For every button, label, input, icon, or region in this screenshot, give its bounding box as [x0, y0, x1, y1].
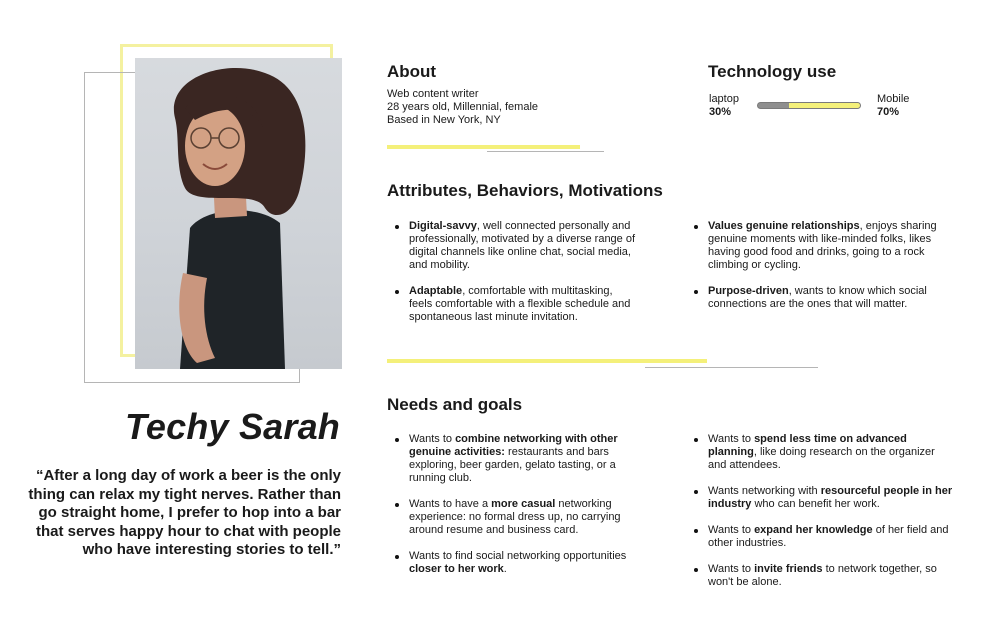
item-text: Wants to [708, 524, 755, 536]
list-item [387, 433, 649, 485]
laptop-value: 30% [709, 106, 732, 118]
item-text: Wants to [409, 433, 456, 445]
persona-photo-illustration [135, 58, 342, 369]
attributes-list-left [387, 220, 637, 337]
item-text: . [503, 563, 507, 575]
about-line-occupation: Web content writer [387, 88, 479, 100]
item-bold: closer to her work [409, 563, 504, 575]
item-text: , well connected personally and professionally, motivated by a diverse range of digital channels like online chat, social media, and mobility. [409, 220, 636, 271]
item-text: networking experience: no formal dress up, no carrying around resume and business card. [409, 498, 621, 536]
technology-title: Technology use [708, 62, 837, 81]
list-item [686, 433, 956, 472]
about-details [387, 88, 538, 127]
list-item [387, 498, 649, 537]
item-bold: Values genuine relationships [708, 220, 860, 232]
list-item [387, 550, 649, 576]
item-bold: Digital-savvy [409, 220, 477, 232]
attributes-list-right [686, 220, 946, 324]
list-item [387, 285, 637, 324]
item-text: restaurants and bars exploring, beer garden, gelato tasting, or a running club. [409, 446, 616, 484]
item-text: Wants to [708, 433, 755, 445]
about-divider-grey [487, 151, 604, 152]
item-bold: combine networking with other genuine activities: [409, 433, 618, 458]
attributes-divider-yellow [387, 359, 707, 363]
item-text: who can benefit her work. [751, 498, 880, 510]
item-text: Wants to [708, 563, 755, 575]
item-text: Wants to find social networking opportunities [409, 550, 627, 562]
about-line-demographics: 28 years old, Millennial, female [387, 101, 539, 113]
item-bold: resourceful people in her industry [708, 485, 953, 510]
item-text: to network together, so won't be alone. [708, 563, 937, 588]
item-bold: spend less time on advanced planning [708, 433, 907, 458]
item-text: , comfortable with multitasking, feels comfortable with a flexible schedule and spontaneous last minute invitation. [409, 285, 631, 323]
attributes-title: Attributes, Behaviors, Motivations [387, 181, 663, 200]
needs-list-left [387, 433, 649, 589]
list-item [686, 563, 956, 589]
item-text: , enjoys sharing genuine moments with like-minded folks, likes having good food and drinks, going to a rock climbing or cycling. [708, 220, 937, 271]
mobile-share-fill [789, 103, 860, 108]
about-line-location: Based in New York, NY [387, 114, 501, 126]
item-text: Wants networking with [708, 485, 821, 497]
about-title: About [387, 62, 437, 81]
list-item [387, 220, 637, 272]
persona-quote: “After a long day of work a beer is the only thing can relax my tight nerves. Rather than go straight home, I prefer to hop into a bar that serves happy hour to chat with people who have interesting stories to tell.” [28, 467, 341, 558]
needs-title: Needs and goals [387, 395, 523, 414]
laptop-label: laptop [709, 93, 739, 105]
item-bold: Adaptable [409, 285, 463, 297]
about-divider-yellow [387, 145, 580, 149]
item-bold: more casual [491, 498, 556, 510]
item-text: of her field and other industries. [708, 524, 949, 549]
item-text: , like doing research on the organizer and attendees. [708, 446, 935, 471]
item-bold: Purpose-driven [708, 285, 789, 297]
technology-usage-bar [757, 102, 861, 109]
list-item [686, 524, 956, 550]
list-item [686, 485, 956, 511]
item-bold: expand her knowledge [754, 524, 873, 536]
attributes-divider-grey [645, 367, 818, 368]
item-text: Wants to have a [409, 498, 492, 510]
item-bold: invite friends [754, 563, 823, 575]
needs-list-right [686, 433, 956, 602]
mobile-value: 70% [877, 106, 900, 118]
persona-name: Techy Sarah [125, 406, 340, 447]
persona-photo [135, 58, 342, 369]
list-item [686, 220, 946, 272]
item-text: , wants to know which social connections are the ones that will matter. [708, 285, 927, 310]
mobile-label: Mobile [877, 93, 910, 105]
list-item [686, 285, 946, 311]
